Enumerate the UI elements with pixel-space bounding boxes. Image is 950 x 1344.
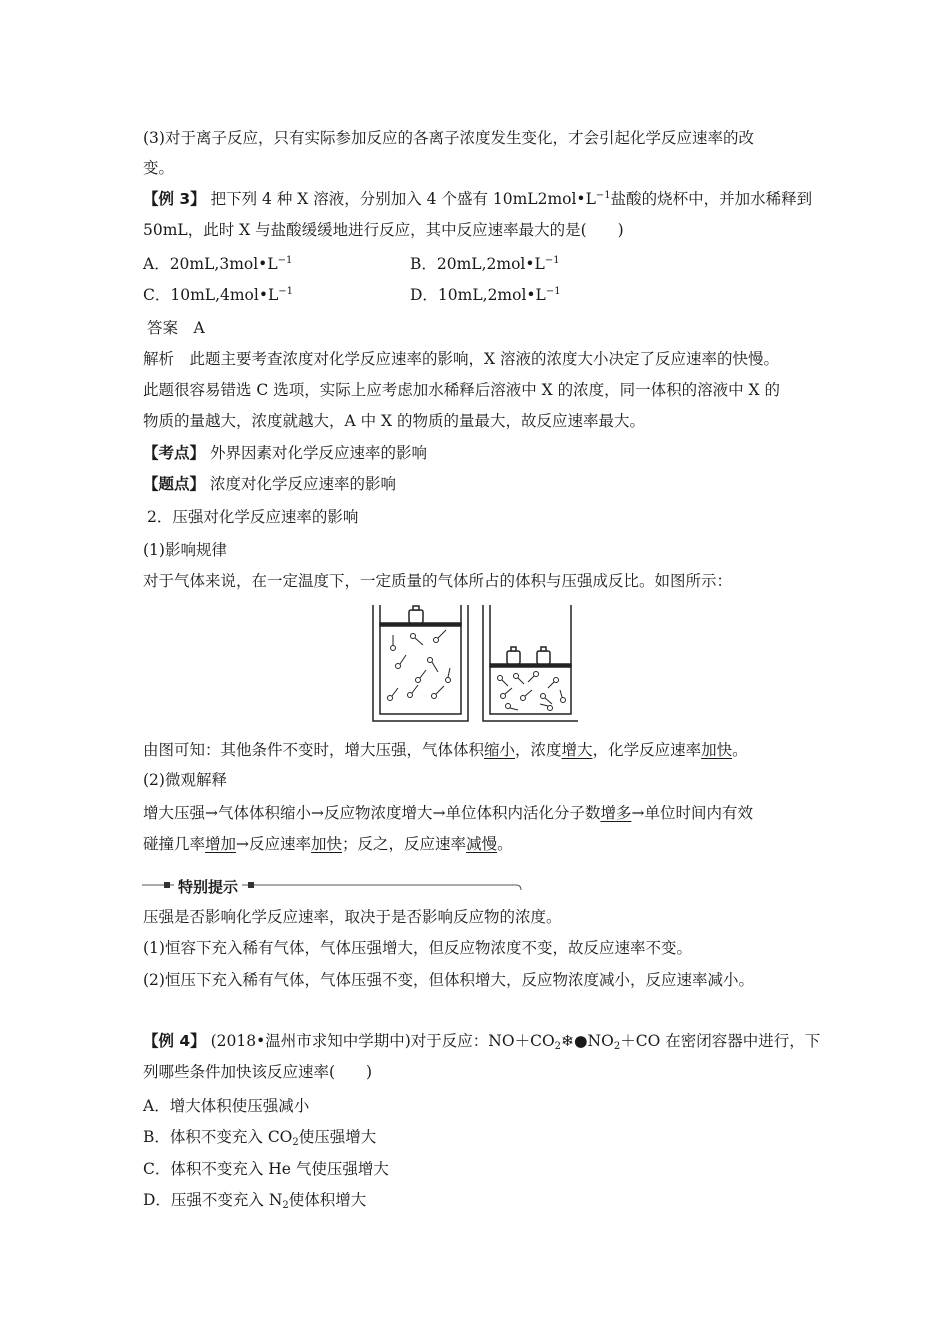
blank-answer: 减慢 <box>466 835 498 853</box>
option-c: C．体积不变充入 He 气使压强增大 <box>143 1160 389 1178</box>
subheading: (2)微观解释 <box>143 771 227 789</box>
tidian <box>143 474 396 494</box>
section-heading: 2．压强对化学反应速率的影响 <box>147 508 359 526</box>
text-line: 变。 <box>143 159 175 177</box>
blank-answer: 增加 <box>205 835 237 853</box>
text-line: 对于气体来说，在一定温度下，一定质量的气体所占的体积与压强成反比。如图所示： <box>143 572 733 590</box>
subscript: 2 <box>292 1137 299 1148</box>
text-span: 盐酸的烧杯中，并加水稀释到 <box>610 190 813 208</box>
analysis-line: 物质的量越大，浓度就越大，A 中 X 的物质的量最大，故反应速率最大。 <box>143 412 646 430</box>
text-span: D．10mL,2mol•L <box>410 286 546 304</box>
micro-line <box>143 834 513 854</box>
text-span: B．20mL,2mol•L <box>410 255 545 273</box>
tip-line: 压强是否影响化学反应速率，取决于是否影响反应物的浓度。 <box>143 908 562 926</box>
option-c <box>143 285 293 305</box>
text-span: ，化学反应速率 <box>592 741 702 759</box>
example-4-question <box>143 1031 820 1051</box>
blank-answer: 增大 <box>561 741 593 759</box>
blank-answer: 增多 <box>600 804 632 822</box>
analysis-line: 解析 此题主要考查浓度对化学反应速率的影响，X 溶液的浓度大小决定了反应速率的快慢。 <box>143 350 779 368</box>
analysis-line: 此题很容易错选 C 选项，实际上应考虑加水稀释后溶液中 X 的浓度，同一体积的溶液中 X 的 <box>143 381 780 399</box>
text-span: →反应速率 <box>236 835 312 853</box>
example-tag: 【例 4】 <box>143 1032 206 1050</box>
conclusion <box>143 740 748 760</box>
text-line: 列哪些条件加快该反应速率( ) <box>143 1063 373 1081</box>
subheading: (1)影响规律 <box>143 541 227 559</box>
option-a <box>143 254 292 274</box>
text-span: 。 <box>732 741 748 759</box>
superscript: −1 <box>595 190 611 201</box>
blank-answer: 加快 <box>701 741 733 759</box>
tidian-tag: 【题点】 <box>143 475 206 493</box>
left-weight <box>409 610 423 623</box>
subscript: 2 <box>554 1041 562 1052</box>
right-weight <box>537 651 550 664</box>
example-3-question <box>143 189 812 209</box>
text-span: ，浓度 <box>515 741 562 759</box>
blank-answer: 加快 <box>311 835 343 853</box>
tip-line: (2)恒压下充入稀有气体，气体压强不变，但体积增大，反应物浓度减小，反应速率减小。 <box>143 971 754 989</box>
right-weight <box>507 651 520 664</box>
text-span: 由图可知：其他条件不变时，增大压强，气体体积 <box>143 741 485 759</box>
text-span: ❄●NO <box>561 1032 614 1050</box>
option-d <box>410 285 561 305</box>
text-span: D．压强不变充入 N <box>143 1191 283 1209</box>
kaodian-tag: 【考点】 <box>143 444 206 462</box>
text-span: ；反之，反应速率 <box>342 835 467 853</box>
superscript: −1 <box>544 255 560 266</box>
text-span: B．体积不变充入 CO <box>143 1128 293 1146</box>
blank-answer: 缩小 <box>484 741 516 759</box>
text-span: A．20mL,3mol•L <box>143 255 278 273</box>
text-span: 把下列 4 种 X 溶液，分别加入 4 个盛有 10mL2mol•L <box>210 190 596 208</box>
text-span: 增大压强→气体体积缩小→反应物浓度增大→单位体积内活化分子数 <box>143 804 601 822</box>
text-span: (2018•温州市求知中学期中)对于反应：NO＋CO <box>210 1032 555 1050</box>
option-b <box>143 1127 376 1147</box>
text-span: 使体积增大 <box>288 1191 367 1209</box>
option-b <box>410 254 560 274</box>
text-span: 碰撞几率 <box>143 835 206 853</box>
tip-title: 特别提示 <box>174 876 242 897</box>
subscript: 2 <box>282 1200 289 1211</box>
text-line: 50mL，此时 X 与盐酸缓缓地进行反应，其中反应速率最大的是( ) <box>143 221 624 239</box>
text-span: ＋CO 在密闭容器中进行，下 <box>620 1032 821 1050</box>
text-span: C．10mL,4mol•L <box>143 286 279 304</box>
tip-line: (1)恒容下充入稀有气体，气体压强增大，但反应物浓度不变，故反应速率不变。 <box>143 939 692 957</box>
pressure-volume-diagram <box>368 600 578 726</box>
text-span: →单位时间内有效 <box>631 804 753 822</box>
example-tag: 【例 3】 <box>143 190 206 208</box>
superscript: −1 <box>545 286 561 297</box>
text-span: 浓度对化学反应速率的影响 <box>209 475 396 493</box>
superscript: −1 <box>278 286 294 297</box>
answer: 答案 A <box>147 319 205 337</box>
option-d <box>143 1190 366 1210</box>
micro-line <box>143 803 753 823</box>
text-span: 使压强增大 <box>298 1128 377 1146</box>
right-piston <box>490 664 571 667</box>
text-span: 。 <box>497 835 513 853</box>
gas-molecules-left <box>388 630 451 701</box>
option-a: A．增大体积使压强减小 <box>143 1097 310 1115</box>
kaodian <box>143 443 427 463</box>
right-cylinder-outer <box>483 605 578 721</box>
text-span: 外界因素对化学反应速率的影响 <box>209 444 427 462</box>
subscript: 2 <box>613 1041 621 1052</box>
text-line: (3)对于离子反应，只有实际参加反应的各离子浓度发生变化，才会引起化学反应速率的改 <box>143 129 754 147</box>
gas-molecules-right <box>498 672 566 711</box>
superscript: −1 <box>277 255 293 266</box>
